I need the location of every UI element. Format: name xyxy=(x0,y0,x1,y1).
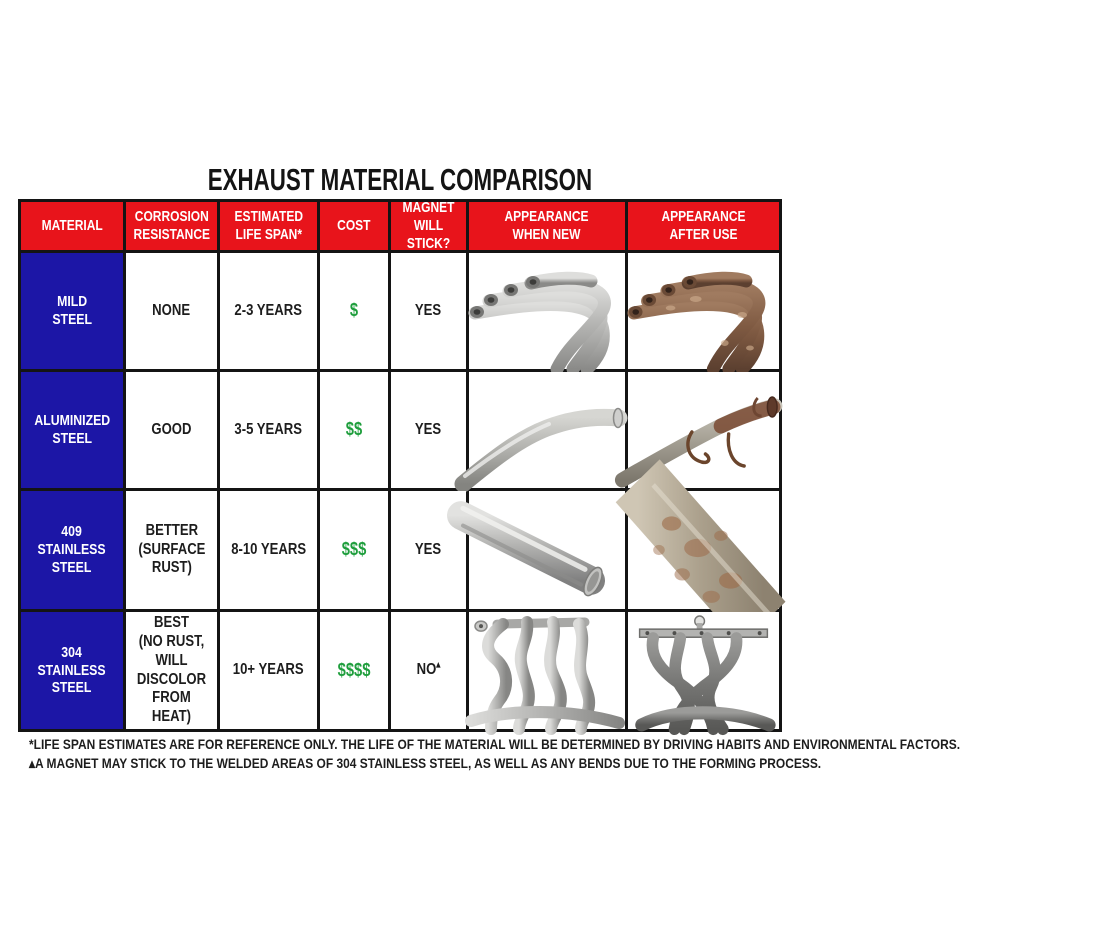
photo-mild-steel-new xyxy=(469,253,625,369)
row-304-stainless-cost: $$$$ xyxy=(320,612,388,729)
row-409-stainless-magnet: YES xyxy=(391,491,466,609)
footnote-magnet: ▴A MAGNET MAY STICK TO THE WELDED AREAS OF 304 STAINLESS STEEL, AS WELL AS ANY BENDS DUE TO THE FORMING PROCESS. xyxy=(29,755,822,771)
material-label: 409 STAINLESS STEEL xyxy=(37,523,107,576)
column-header-material xyxy=(21,202,123,250)
photo-mild-steel-used xyxy=(628,253,779,369)
row-409-stainless-material xyxy=(21,491,123,609)
photo-304-used xyxy=(628,612,779,729)
photo-aluminized-new xyxy=(469,372,625,488)
column-header-label: ESTIMATED LIFE SPAN* xyxy=(234,208,303,243)
material-label: ALUMINIZED STEEL xyxy=(34,412,110,447)
comparison-table xyxy=(18,199,782,732)
column-header-appearance-used xyxy=(628,202,779,250)
column-header-label: CORROSION RESISTANCE xyxy=(133,208,210,243)
row-409-stainless-lifespan: 8-10 YEARS xyxy=(220,491,317,609)
column-header-label: COST xyxy=(337,217,371,235)
material-label: MILD STEEL xyxy=(52,293,92,328)
row-mild-steel-lifespan: 2-3 YEARS xyxy=(220,253,317,369)
column-header-label: APPEARANCE WHEN NEW xyxy=(504,208,589,243)
row-304-stainless-lifespan: 10+ YEARS xyxy=(220,612,317,729)
row-aluminized-steel-cost: $$ xyxy=(320,372,388,488)
photo-409-used xyxy=(628,491,779,609)
column-header-cost xyxy=(320,202,388,250)
row-mild-steel-magnet: YES xyxy=(391,253,466,369)
photo-304-new xyxy=(469,612,625,729)
column-header-magnet xyxy=(391,199,466,252)
column-header-label: MATERIAL xyxy=(41,217,103,235)
page-title-text: EXHAUST MATERIAL COMPARISON xyxy=(207,162,593,197)
page-title xyxy=(0,162,800,199)
row-304-stainless-corrosion: BEST (NO RUST, WILL DISCOLOR FROM HEAT) xyxy=(126,612,217,729)
photo-409-new xyxy=(469,491,625,609)
row-409-stainless-corrosion: BETTER (SURFACE RUST) xyxy=(126,491,217,609)
footnotes xyxy=(29,736,961,775)
row-304-stainless-magnet: NO▴ xyxy=(391,612,466,729)
column-header-appearance-new xyxy=(469,202,625,250)
row-aluminized-steel-magnet: YES xyxy=(391,372,466,488)
column-header-lifespan xyxy=(220,202,317,250)
row-aluminized-steel-material xyxy=(21,372,123,488)
row-409-stainless-cost: $$$ xyxy=(320,491,388,609)
row-mild-steel-cost: $ xyxy=(320,253,388,369)
material-label: 304 STAINLESS STEEL xyxy=(37,643,107,697)
row-mild-steel-corrosion: NONE xyxy=(126,253,217,369)
row-mild-steel-material xyxy=(21,253,123,369)
row-304-stainless-material xyxy=(21,612,123,729)
row-aluminized-steel-lifespan: 3-5 YEARS xyxy=(220,372,317,488)
column-header-label: MAGNET WILL STICK? xyxy=(402,199,455,252)
column-header-label: APPEARANCE AFTER USE xyxy=(661,208,746,243)
row-aluminized-steel-corrosion: GOOD xyxy=(126,372,217,488)
column-header-corrosion xyxy=(126,202,217,250)
footnote-lifespan: *LIFE SPAN ESTIMATES ARE FOR REFERENCE ONLY. THE LIFE OF THE MATERIAL WILL BE DETERMINED BY DRIVING HABITS AND ENVIRONMENTAL FACTORS. xyxy=(29,736,961,752)
